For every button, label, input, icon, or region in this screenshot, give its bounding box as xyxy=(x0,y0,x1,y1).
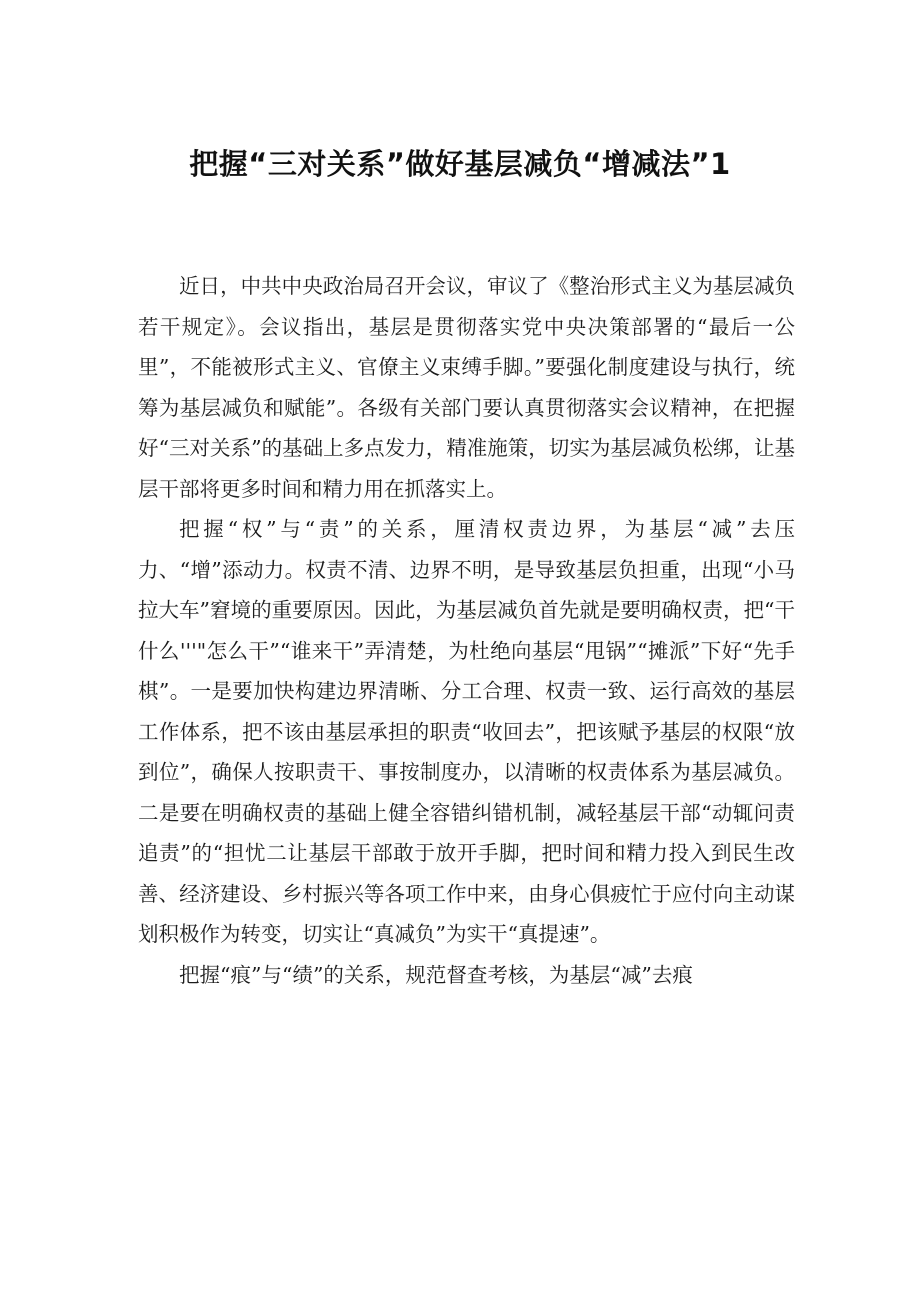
paragraph-intro: 近日，中共中央政治局召开会议，审议了《整治形式主义为基层减负若干规定》。会议指出，基层是贯彻落实党中央决策部署的“最后一公里”，不能被形式主义、官僚主义束缚手脚。”要强化制度建设与执行，统筹为基层减负和赋能”。各级有关部门要认真贯彻落实会议精神，在把握好“三对关系”的基础上多点发力，精准施策，切实为基层减负松绑，让基层干部将更多时间和精力用在抓落实上。 xyxy=(138,274,795,501)
document-title: 把握“三对关系”做好基层减负“增减法”1 xyxy=(189,147,731,181)
document-body xyxy=(138,266,795,995)
paragraph-trace-performance: 把握“痕”与“绩”的关系，规范督查考核，为基层“减”去痕 xyxy=(179,962,693,987)
paragraph-power-responsibility: 把握“权”与“责”的关系，厘清权责边界，为基层“减”去压力、“增”添动力。权责不清、边界不明，是导致基层负担重，出现“小马拉大车”窘境的重要原因。因此，为基层减负首先就是要明确权责，把“干什么'''"怎么干”“谁来干”弄清楚，为杜绝向基层“甩锅”“摊派”下好“先手棋”。一是要加快构建边界清晰、分工合理、权责一致、运行高效的基层工作体系，把不该由基层承担的职责“收回去”，把该赋予基层的权限“放到位”，确保人按职责干、事按制度办，以清晰的权责体系为基层减负。二是要在明确权责的基础上健全容错纠错机制，减轻基层干部“动辄问责追责”的“担忧二让基层干部敢于放开手脚，把时间和精力投入到民生改善、经济建设、乡村振兴等各项工作中来，由身心俱疲忙于应付向主动谋划积极作为转变，切实让“真减负”为实干“真提速”。 xyxy=(138,517,795,946)
